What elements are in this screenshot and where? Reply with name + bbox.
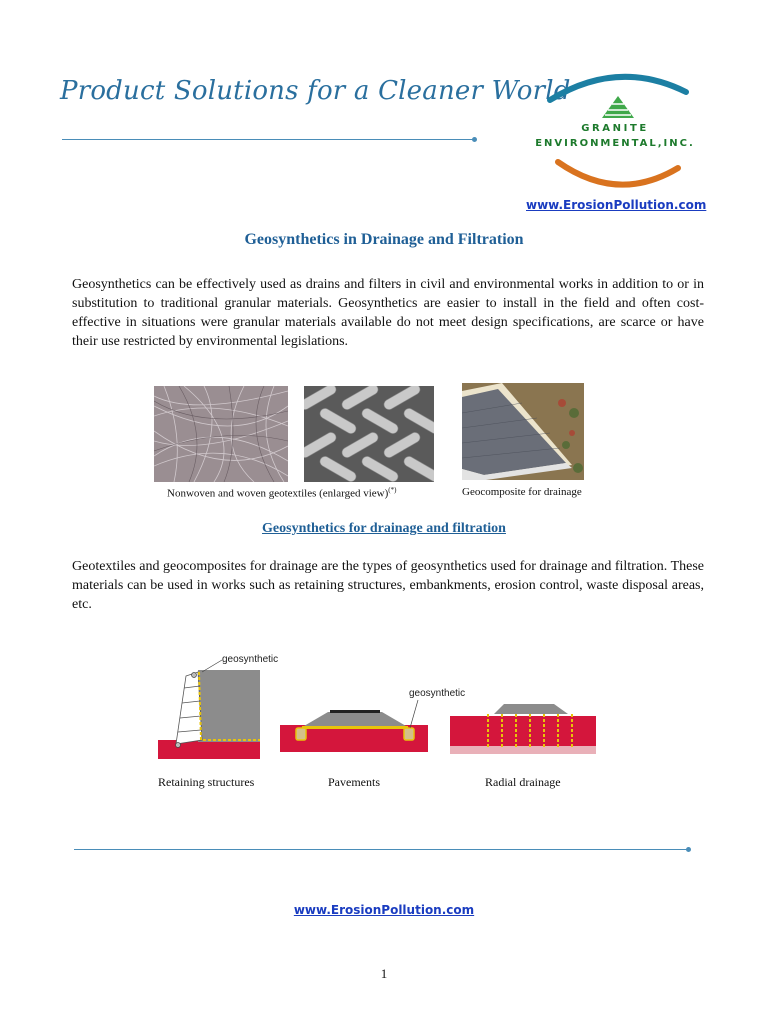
logo-line1: GRANITE [581,123,649,134]
footer-website-link[interactable]: www.ErosionPollution.com [293,903,475,917]
diagrams-graphic [156,648,596,762]
caption-pavements: Pavements [328,775,380,789]
woven-geotextile-image [304,386,434,482]
intro-paragraph: Geosynthetics can be effectively used as drains and filters in civil and environmental works in addition to or in substitution to traditional granular materials. Geosynthetics are easier to install in the field and often cost-effective in situations were granular materials available do not meet design specifications, are scarce or have their use restricted by environmental legislations. [72,277,704,349]
company-logo [522,66,708,190]
header-rule-dot [472,137,477,142]
geotextiles-caption: Nonwoven and woven geotextiles (enlarged view)(*) [167,486,397,500]
header-rule [62,139,474,140]
page-number: 1 [380,966,388,981]
nonwoven-geotextile-image [154,386,288,482]
footer-rule-dot [686,847,691,852]
geocomposite-caption: Geocomposite for drainage [462,486,582,498]
header-website-link[interactable]: www.ErosionPollution.com [526,198,707,212]
body-paragraph: Geotextiles and geocomposites for drainage are the types of geosynthetics used for drainage and filtration. These materials can be used in works such as retaining structures, embankments, erosion control, waste disposal areas, etc. [72,559,704,612]
page-title: Geosynthetics in Drainage and Filtration [244,231,524,248]
section-subtitle: Geosynthetics for drainage and filtration [262,521,506,536]
logo-mountain-icon [602,96,634,118]
caption-retaining-structures: Retaining structures [158,775,255,789]
caption-radial-drainage: Radial drainage [485,775,561,789]
logo-arc-bottom [558,162,678,185]
geocomposite-image [462,383,584,480]
drainage-diagrams [156,648,596,762]
logo-line2: ENVIRONMENTAL,INC. [535,138,695,149]
retaining-structure-diagram [158,660,260,759]
radial-drainage-diagram [450,704,596,754]
pavement-diagram [280,700,428,752]
caption-footnote-mark: (*) [388,486,397,494]
page-tagline: Product Solutions for a Cleaner World [60,76,571,106]
footer-rule [74,849,688,850]
diagram-label-retaining: geosynthetic [222,654,279,665]
diagram-label-pavement: geosynthetic [409,688,466,699]
